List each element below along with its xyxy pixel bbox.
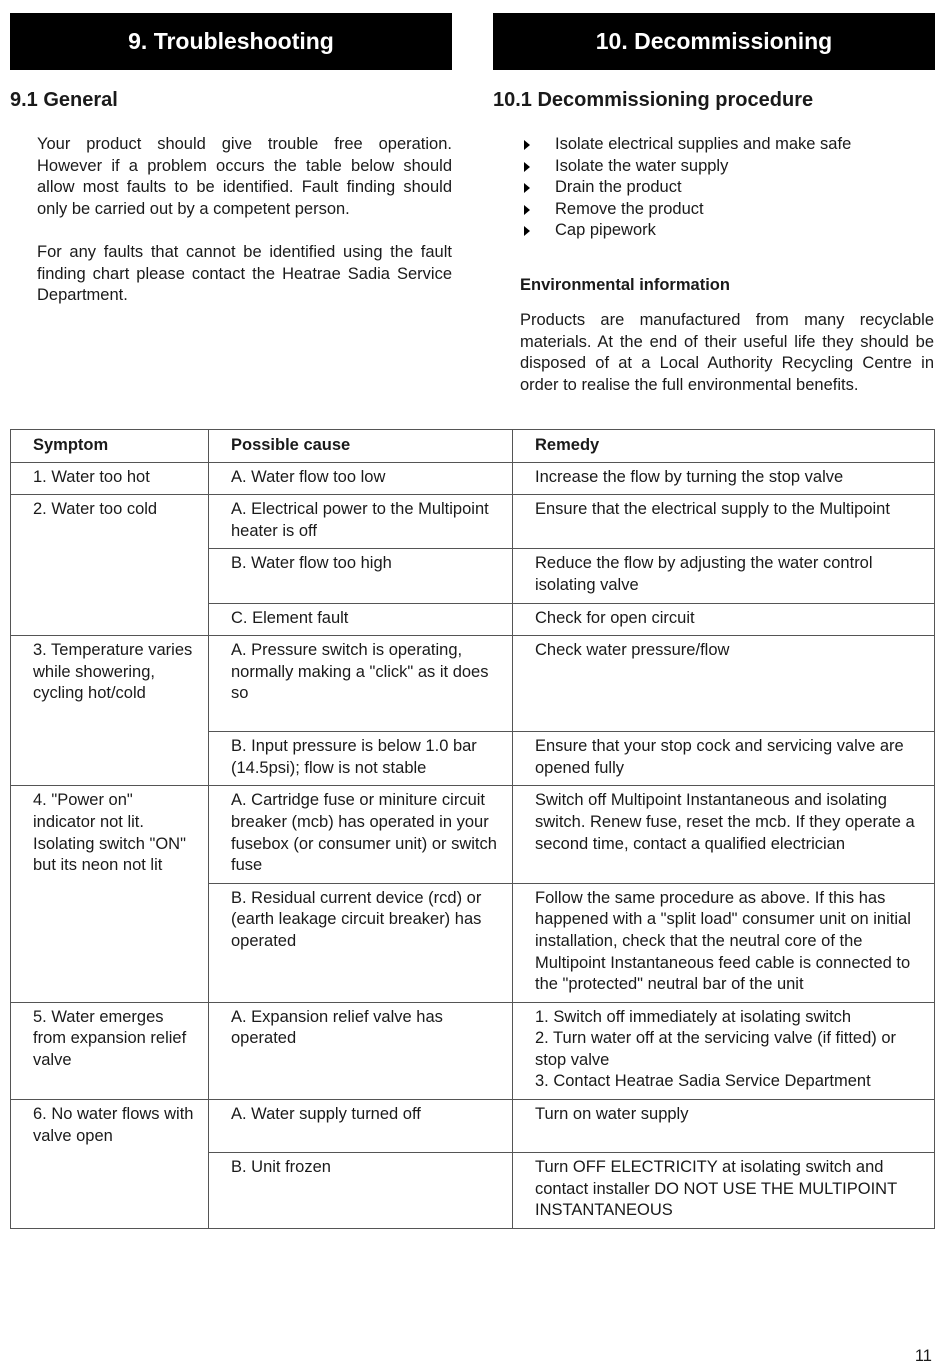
- table-row: [11, 786, 935, 883]
- remedy-cell: Turn on water supply: [513, 1100, 935, 1153]
- step-item: Remove the product: [520, 199, 851, 221]
- remedy-line: 3. Contact Heatrae Sadia Service Department: [535, 1072, 871, 1091]
- remedy-cell: Check water pressure/flow: [513, 636, 935, 732]
- remedy-cell: Follow the same procedure as above. If this has happened with a "split load" consumer unit on initial installation, check that the neutral core of the Multipoint Instantaneous feed cable is connected to the "protected" neutral bar of the unit: [513, 883, 935, 1002]
- remedy-cell: [513, 1002, 935, 1099]
- symptom-cell: 3. Temperature varies while showering, cycling hot/cold: [11, 636, 209, 786]
- decommissioning-banner: 10. Decommissioning: [493, 13, 935, 70]
- fault-finding-table: [10, 429, 935, 1229]
- remedy-line: 2. Turn water off at the servicing valve (if fitted) or stop valve: [535, 1029, 897, 1069]
- remedy-cell: Increase the flow by turning the stop valve: [513, 462, 935, 495]
- remedy-cell: Check for open circuit: [513, 603, 935, 636]
- bullet-arrow-icon: [524, 205, 530, 215]
- general-heading: 9.1 General: [10, 89, 118, 111]
- bullet-arrow-icon: [524, 140, 530, 150]
- general-paragraph-1: Your product should give trouble free operation. However if a problem occurs the table below should allow most faults to be identified. Fault finding should only be carried out by a competent person.: [37, 135, 452, 218]
- table-row: [11, 495, 935, 549]
- bullet-arrow-icon: [524, 226, 530, 236]
- decommissioning-steps: [520, 134, 851, 242]
- cause-cell: B. Input pressure is below 1.0 bar (14.5psi); flow is not stable: [209, 732, 513, 786]
- table-row: [11, 462, 935, 495]
- cause-cell: A. Cartridge fuse or miniture circuit breaker (mcb) has operated in your fusebox (or consumer unit) or switch fuse: [209, 786, 513, 883]
- cause-cell: C. Element fault: [209, 603, 513, 636]
- cause-cell: A. Pressure switch is operating, normally making a "click" as it does so: [209, 636, 513, 732]
- symptom-cell: 2. Water too cold: [11, 495, 209, 636]
- symptom-cell: 1. Water too hot: [11, 462, 209, 495]
- cause-cell: A. Expansion relief valve has operated: [209, 1002, 513, 1099]
- general-paragraph-2: For any faults that cannot be identified using the fault finding chart please contact the Heatrae Sadia Service Department.: [37, 243, 452, 305]
- bullet-arrow-icon: [524, 162, 530, 172]
- step-item: Cap pipework: [520, 220, 851, 242]
- remedy-cell: Switch off Multipoint Instantaneous and isolating switch. Renew fuse, reset the mcb. If they operate a second time, contact a qualified electrician: [513, 786, 935, 883]
- cause-cell: A. Water supply turned off: [209, 1100, 513, 1153]
- header-possible-cause: Possible cause: [209, 430, 513, 463]
- table-row: [11, 1100, 935, 1153]
- bullet-arrow-icon: [524, 183, 530, 193]
- step-item: Isolate the water supply: [520, 156, 851, 178]
- decommissioning-heading: 10.1 Decommissioning procedure: [493, 89, 814, 111]
- troubleshooting-banner: 9. Troubleshooting: [10, 13, 452, 70]
- environmental-paragraph: Products are manufactured from many recyclable materials. At the end of their useful life they should be disposed of at a Local Authority Recycling Centre in order to realise the full environmental benefits.: [520, 311, 934, 394]
- symptom-cell: 4. "Power on" indicator not lit. Isolating switch "ON" but its neon not lit: [11, 786, 209, 1002]
- remedy-cell: Reduce the flow by adjusting the water control isolating valve: [513, 549, 935, 603]
- table-row: [11, 636, 935, 732]
- remedy-line: 1. Switch off immediately at isolating switch: [535, 1007, 852, 1026]
- remedy-cell: Turn OFF ELECTRICITY at isolating switch and contact installer DO NOT USE THE MULTIPOINT INSTANTANEOUS: [513, 1153, 935, 1229]
- header-symptom: Symptom: [11, 430, 209, 463]
- cause-cell: B. Water flow too high: [209, 549, 513, 603]
- remedy-cell: Ensure that the electrical supply to the Multipoint: [513, 495, 935, 549]
- symptom-cell: 6. No water flows with valve open: [11, 1100, 209, 1229]
- environmental-heading: Environmental information: [520, 276, 730, 294]
- step-item: Isolate electrical supplies and make safe: [520, 134, 851, 156]
- step-item: Drain the product: [520, 177, 851, 199]
- page-number: 11: [914, 1347, 932, 1365]
- remedy-cell: Ensure that your stop cock and servicing valve are opened fully: [513, 732, 935, 786]
- table-row: [11, 1002, 935, 1099]
- cause-cell: A. Electrical power to the Multipoint heater is off: [209, 495, 513, 549]
- header-remedy: Remedy: [513, 430, 935, 463]
- cause-cell: B. Residual current device (rcd) or (earth leakage circuit breaker) has operated: [209, 883, 513, 1002]
- table-header-row: [11, 430, 935, 463]
- cause-cell: B. Unit frozen: [209, 1153, 513, 1229]
- symptom-cell: 5. Water emerges from expansion relief valve: [11, 1002, 209, 1099]
- cause-cell: A. Water flow too low: [209, 462, 513, 495]
